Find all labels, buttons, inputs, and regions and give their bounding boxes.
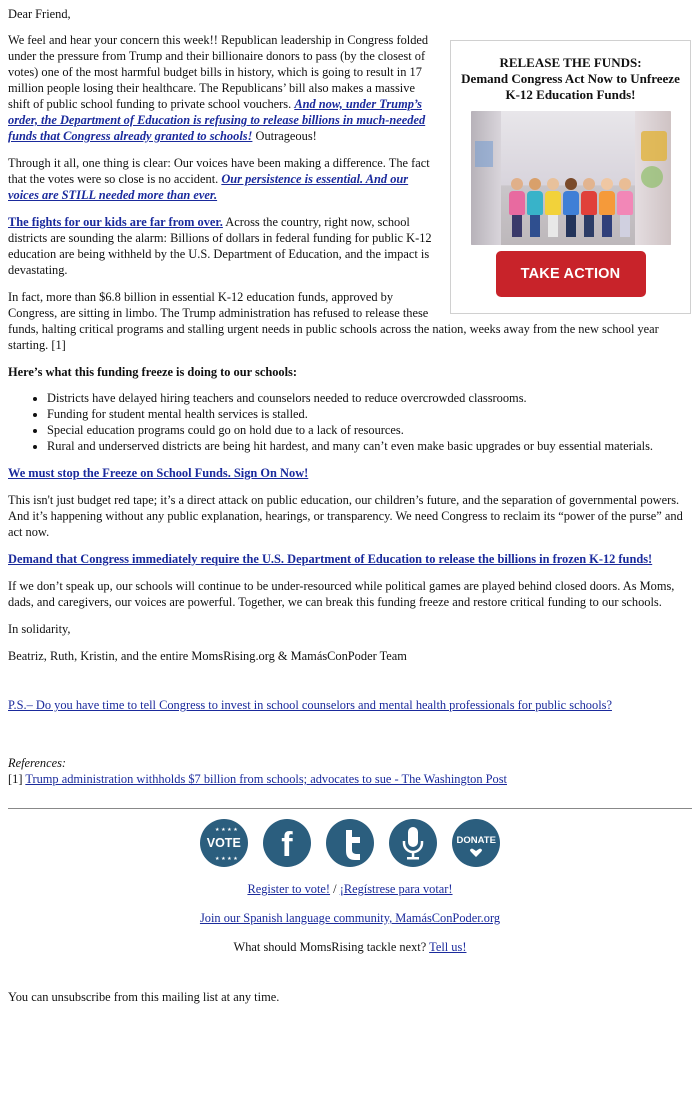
donate-icon[interactable] <box>452 819 500 867</box>
register-line <box>8 881 692 897</box>
speak-up-paragraph: If we don’t speak up, our schools will continue to be under-resourced while political games are played behind closed doors. As Moms, dads, and caregivers, our voices are powerful. Together, we can break this funding freeze and restore critical funding to our schools. <box>8 579 675 609</box>
red-tape-paragraph: This isn't just budget red tape; it’s a direct attack on public education, our children’s future, and the separation of governmental powers. And it’s happening without any public explanation, hearings, or transparency. We need Congress to reclaim its “power of the purse” and act now. <box>8 493 683 539</box>
signature: Beatriz, Ruth, Kristin, and the entire MomsRising.org & MamásConPoder Team <box>8 649 407 663</box>
list-item: • Rural and underserved districts are being hit hardest, and many can’t even make basic upgrades or buy essential materials. <box>47 438 692 454</box>
voices-text: Through it all, one thing is clear: Our voices have been making a difference. The fact that the votes were so close is no accident. <box>8 156 430 186</box>
take-action-button[interactable]: TAKE ACTION <box>496 251 646 297</box>
tackle-next-text: What should MomsRising tackle next? <box>233 940 430 954</box>
demand-congress-link[interactable]: Demand that Congress immediately require the U.S. Department of Education to release the billions in frozen K-12 funds! <box>8 552 653 566</box>
list-item: • Funding for student mental health services is stalled. <box>47 406 692 422</box>
children-photo <box>471 111 671 245</box>
social-icons <box>8 819 692 869</box>
intro-tail: Outrageous! <box>252 129 317 143</box>
demand-paragraph <box>8 551 692 567</box>
ps-paragraph <box>8 697 692 713</box>
register-separator: / <box>330 882 340 896</box>
register-to-vote-link[interactable]: Register to vote! <box>247 882 331 896</box>
list-item: • Districts have delayed hiring teachers and counselors needed to reduce overcrowded classrooms. <box>47 390 692 406</box>
ps-link[interactable]: P.S.– Do you have time to tell Congress to invest in school counselors and mental health professionals for public schools? <box>8 698 612 712</box>
tackle-next-line <box>8 939 692 955</box>
callout-title-line1: RELEASE THE FUNDS: <box>499 55 642 70</box>
dept-education-link[interactable]: And now, under Trump’s order, the Department of Education is refusing to release billions in much-needed funds that Congress already granted to schools! <box>8 97 426 143</box>
references <box>8 755 692 787</box>
microphone-icon[interactable] <box>389 819 437 867</box>
closing: In solidarity, <box>8 622 71 636</box>
unsubscribe-text: You can unsubscribe from this mailing list at any time. <box>8 990 280 1004</box>
mamasconpoder-link[interactable]: Join our Spanish language community, MamásConPoder.org <box>199 911 501 925</box>
list-item: • Special education programs could go on hold due to a lack of resources. <box>47 422 692 438</box>
sign-on-link[interactable]: We must stop the Freeze on School Funds. Sign On Now! <box>8 466 309 480</box>
fights-text: Across the country, right now, school districts are sounding the alarm: Billions of dollars in federal funding for public K-12 education are being withheld by the U.S. Department of Education, and the impact is devastating. <box>8 215 432 277</box>
vote-icon[interactable] <box>200 819 248 867</box>
washington-post-link[interactable]: Trump administration withholds $7 billion from schools; advocates to sue - The Washington Post <box>25 772 507 786</box>
sign-on-paragraph <box>8 465 692 481</box>
greeting: Dear Friend, <box>8 7 71 21</box>
freeze-heading: Here’s what this funding freeze is doing to our schools: <box>8 365 298 379</box>
twitter-icon[interactable] <box>326 819 374 867</box>
svg-text:★ ★ ★ ★: ★ ★ ★ ★ <box>214 856 238 862</box>
fights-link[interactable]: The fights for our kids are far from over. <box>8 215 223 229</box>
registrese-link[interactable]: ¡Regístrese para votar! <box>339 882 453 896</box>
vote-icon-label: VOTE <box>206 836 241 850</box>
references-label: References: <box>8 756 67 770</box>
facebook-icon-label: f <box>281 826 293 864</box>
facebook-icon[interactable] <box>263 819 311 867</box>
callout-title-line2: Demand Congress Act Now to Unfreeze K-12 Education Funds! <box>461 71 680 102</box>
persistence-link[interactable]: Our persistence is essential. And our voices are STILL needed more than ever. <box>8 172 409 202</box>
intro-text: We feel and hear your concern this week!! Republican leadership in Congress folded under the pressure from Trump and their billionaire donors to pass (by the closest of votes) one of the most harmful budget bills in history, which is going to result in 17 million people losing their healthcare. The Republicans’ bill also makes a massive shift of public school funding to private school vouchers. <box>8 33 429 111</box>
divider <box>8 808 692 809</box>
reference-number: [1] <box>8 772 23 786</box>
donate-icon-label: DONATE <box>456 835 496 846</box>
freeze-impact-list <box>8 390 692 454</box>
svg-text:★ ★ ★ ★: ★ ★ ★ ★ <box>214 827 238 833</box>
callout-title <box>461 55 680 103</box>
spanish-community-line <box>8 910 692 926</box>
release-funds-callout <box>450 40 691 314</box>
tell-us-link[interactable]: Tell us! <box>429 940 467 954</box>
funds-limbo-paragraph: In fact, more than $6.8 billion in essential K-12 education funds, approved by Congress, are sitting in limbo. The Trump administration has refused to release these funds, halting critical programs and stalling urgent needs in public schools across the nation, weeks away from the new school year starting. [1] <box>8 290 659 352</box>
